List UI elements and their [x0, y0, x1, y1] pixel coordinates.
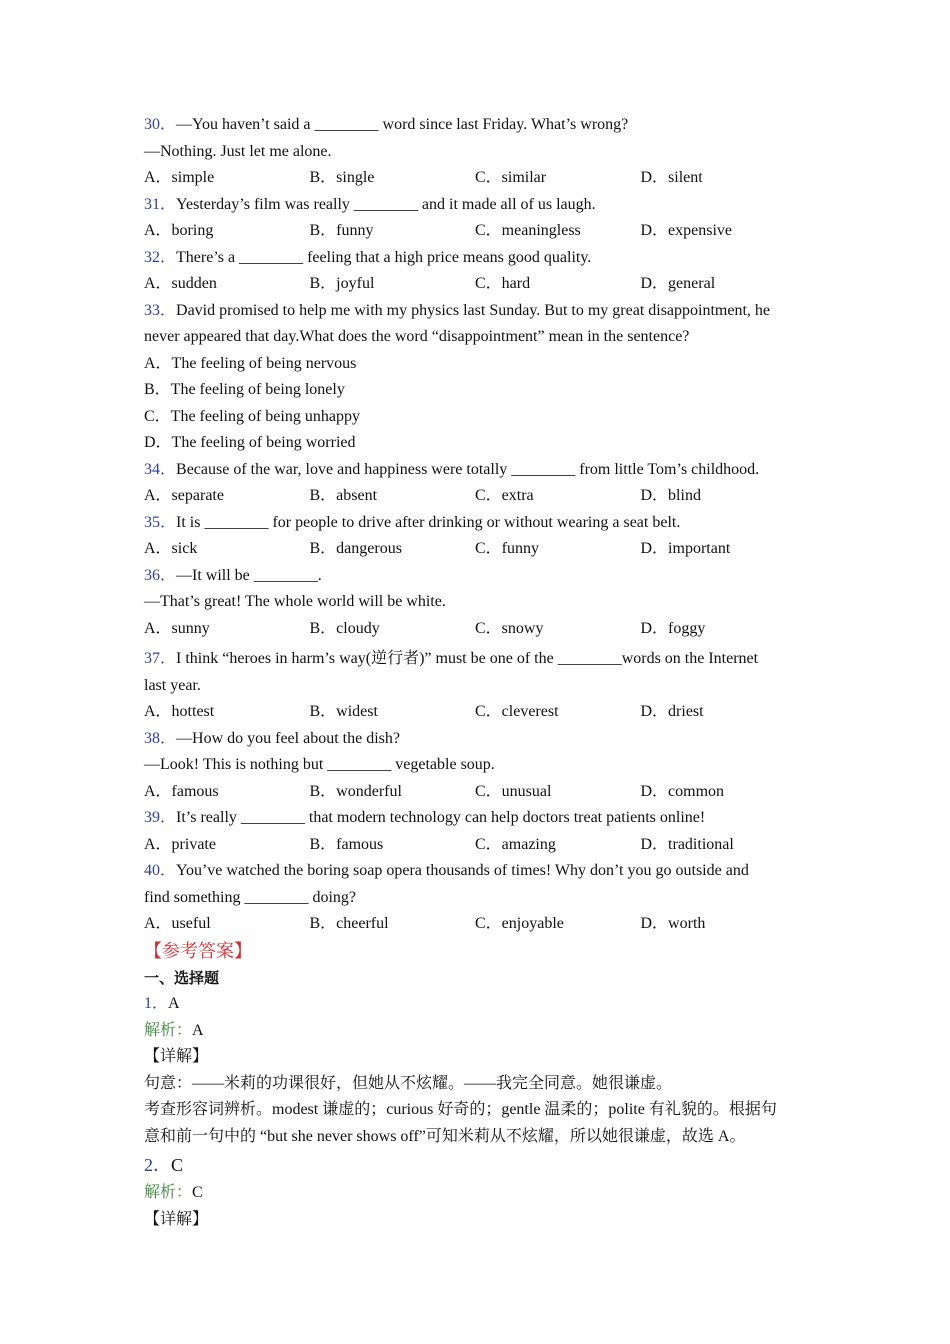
question-block [144, 457, 814, 510]
question-number: 32． [144, 248, 177, 266]
option-d: D．driest [640, 703, 704, 720]
option-b: B．cloudy [309, 619, 380, 637]
options-row [144, 536, 814, 563]
question-text: David promised to help me with my physics last Sunday. But to my great disappointment, he [176, 301, 771, 319]
option-b: B．single [309, 169, 375, 186]
option-c: C．hard [475, 275, 531, 292]
options-row [144, 165, 814, 192]
option-a: A．sunny [144, 619, 210, 637]
option-c: C．extra [475, 487, 534, 504]
answer-value: A [168, 995, 180, 1012]
question-text: It is ________ for people to drive after drinking or without wearing a seat belt. [176, 513, 681, 531]
answer-item [144, 991, 814, 1150]
answer-value: C [171, 1155, 184, 1175]
question-number: 38． [144, 729, 177, 747]
answer-title: 【参考答案】 [144, 940, 252, 961]
question-number: 36． [144, 566, 177, 584]
option-a: A．separate [144, 487, 224, 504]
options-row [144, 218, 814, 245]
explanation-line: 句意：——米莉的功课很好，但她从不炫耀。——我完全同意。她很谦虚。 [144, 1074, 673, 1092]
question-number: 34． [144, 460, 177, 478]
option-c: C．similar [475, 169, 547, 186]
question-text: —Look! This is nothing but ________ vegetable soup. [144, 756, 495, 773]
question-block [144, 112, 814, 192]
options-row [144, 483, 814, 510]
question-block [144, 563, 814, 643]
detail-label: 【详解】 [144, 1048, 209, 1065]
option-b: B．funny [309, 222, 374, 239]
question-block [144, 858, 814, 938]
answer-section [144, 938, 814, 1234]
answer-number: 2． [144, 1155, 171, 1175]
question-block [144, 298, 814, 457]
question-number: 40． [144, 862, 177, 879]
option-c: C．amazing [475, 835, 556, 853]
explanation-line: 考查形容词辨析。modest 谦虚的；curious 好奇的；gentle 温柔的；polite 有礼貌的。根据句 [144, 1101, 777, 1118]
option-d: D．expensive [640, 222, 733, 239]
question-text: Yesterday’s film was really ________ and it made all of us laugh. [176, 195, 596, 213]
option-d: D．important [640, 540, 731, 557]
question-text: —That’s great! The whole world will be white. [144, 593, 446, 610]
question-text: last year. [144, 676, 201, 694]
option-a: A．private [144, 835, 216, 853]
analysis-value: C [192, 1184, 203, 1201]
option-a: A．The feeling of being nervous [144, 354, 357, 372]
question-text: never appeared that day.What does the word “disappointment” mean in the sentence? [144, 328, 690, 345]
question-block [144, 192, 814, 245]
option-a: A．famous [144, 782, 219, 800]
option-d: D．traditional [640, 835, 734, 853]
analysis-label: 解析： [144, 1021, 193, 1039]
question-number: 35． [144, 513, 177, 531]
options-row [144, 616, 814, 643]
question-number: 31． [144, 195, 177, 213]
option-b: B．wonderful [309, 782, 402, 800]
document-page [144, 112, 814, 1233]
option-d: D．blind [640, 487, 701, 504]
question-number: 33． [144, 301, 177, 319]
question-text: —You haven’t said a ________ word since last Friday. What’s wrong? [176, 116, 629, 133]
question-number: 30． [144, 116, 177, 133]
option-b: B．joyful [309, 275, 375, 292]
question-text: I think “heroes in harm’s way(逆行者)” must be one of the ________words on the Internet [176, 650, 759, 667]
option-a: A．hottest [144, 703, 215, 720]
question-text: find something ________ doing? [144, 888, 356, 906]
option-d: D．silent [640, 169, 703, 186]
options-row [144, 271, 814, 298]
option-a: A．sick [144, 540, 198, 557]
detail-label: 【详解】 [144, 1210, 209, 1228]
option-b: B．absent [309, 487, 378, 504]
option-a: A．useful [144, 915, 211, 932]
question-text: —It will be ________. [176, 566, 322, 584]
option-c: C．snowy [475, 619, 544, 637]
option-d: D．common [640, 782, 725, 800]
question-block [144, 510, 814, 563]
question-block [144, 805, 814, 858]
question-text: You’ve watched the boring soap opera thousands of times! Why don’t you go outside and [176, 862, 749, 879]
options-row [144, 832, 814, 859]
option-c: C．enjoyable [475, 915, 564, 932]
option-b: B．famous [309, 835, 384, 853]
option-a: A．sudden [144, 275, 217, 292]
option-b: B．widest [309, 703, 378, 720]
question-number: 37． [144, 650, 177, 667]
option-c: C．funny [475, 540, 540, 557]
question-block [144, 646, 814, 726]
option-d: D．worth [640, 915, 706, 932]
option-b: B．cheerful [309, 915, 389, 932]
option-b: B．The feeling of being lonely [144, 381, 345, 398]
option-c: C．unusual [475, 782, 552, 800]
option-d: D．The feeling of being worried [144, 434, 356, 451]
options-row [144, 779, 814, 806]
option-b: B．dangerous [309, 540, 402, 557]
question-text: —Nothing. Just let me alone. [144, 142, 332, 160]
explanation-line: 意和前一句中的 “but she never shows off”可知米莉从不炫耀，所以她很谦虚，故选 A。 [144, 1127, 746, 1145]
option-a: A．simple [144, 169, 215, 186]
option-d: D．general [640, 275, 716, 292]
answer-item [144, 1150, 814, 1233]
option-d: D．foggy [640, 619, 706, 637]
analysis-label: 解析： [144, 1184, 193, 1201]
options-row [144, 911, 814, 938]
question-text: There’s a ________ feeling that a high price means good quality. [176, 248, 592, 266]
option-c: C．meaningless [475, 222, 581, 239]
option-a: A．boring [144, 222, 214, 239]
analysis-value: A [192, 1021, 204, 1039]
options-row [144, 699, 814, 726]
question-text: Because of the war, love and happiness were totally ________ from little Tom’s childhood. [176, 460, 760, 478]
question-block [144, 245, 814, 298]
question-number: 39． [144, 809, 177, 826]
question-list [144, 112, 814, 938]
question-block [144, 726, 814, 806]
question-text: It’s really ________ that modern technology can help doctors treat patients online! [176, 809, 706, 826]
question-text: —How do you feel about the dish? [176, 729, 400, 747]
answer-number: 1． [144, 995, 169, 1012]
option-c: C．The feeling of being unhappy [144, 407, 360, 425]
option-c: C．cleverest [475, 703, 559, 720]
section-heading: 一、选择题 [144, 968, 220, 987]
